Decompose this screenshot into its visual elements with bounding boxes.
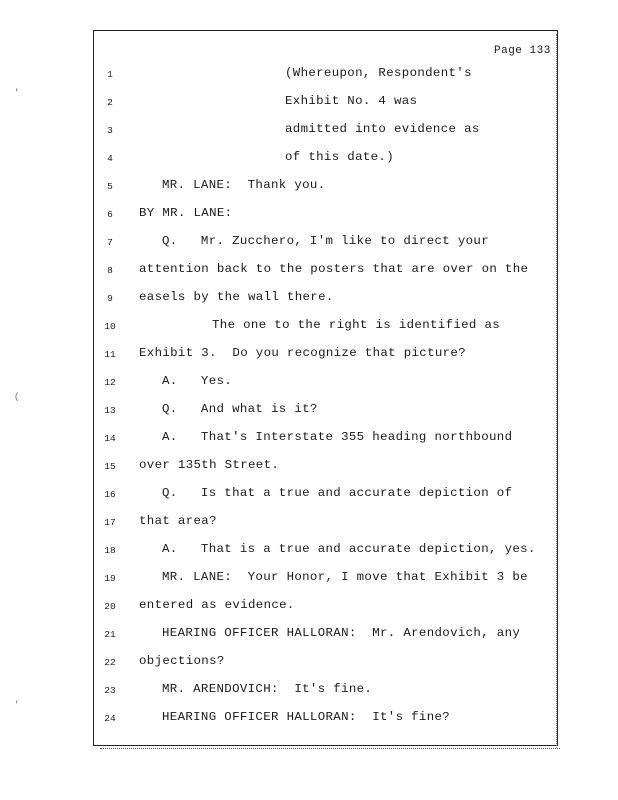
line-number: 11 xyxy=(104,349,116,360)
line-number: 22 xyxy=(104,657,116,668)
transcript-line xyxy=(0,626,618,646)
line-text: MR. LANE: Thank you. xyxy=(162,178,326,192)
line-number: 13 xyxy=(104,405,116,416)
line-number: 9 xyxy=(107,293,113,304)
line-number: 7 xyxy=(107,237,113,248)
line-number: 15 xyxy=(104,461,116,472)
line-number: 1 xyxy=(107,69,113,80)
line-text: of this date.) xyxy=(285,150,394,164)
line-text: Q. Mr. Zucchero, I'm like to direct your xyxy=(162,234,489,248)
line-text: attention back to the posters that are over on the xyxy=(139,262,529,276)
line-number: 19 xyxy=(104,573,116,584)
transcript-line xyxy=(0,514,618,534)
line-text: that area? xyxy=(139,514,217,528)
line-text: Q. And what is it? xyxy=(162,402,318,416)
transcript-line xyxy=(0,682,618,702)
transcript-line xyxy=(0,150,618,170)
line-number: 12 xyxy=(104,377,116,388)
line-text: MR. ARENDOVICH: It's fine. xyxy=(162,682,373,696)
line-text: easels by the wall there. xyxy=(139,290,334,304)
transcript-line xyxy=(0,262,618,282)
line-text: Exhibit 3. Do you recognize that picture? xyxy=(139,346,466,360)
line-number: 4 xyxy=(107,153,113,164)
scan-speck: ( xyxy=(14,392,20,402)
transcript-line xyxy=(0,598,618,618)
transcript-line xyxy=(0,570,618,590)
transcript-line xyxy=(0,318,618,338)
line-number: 21 xyxy=(104,629,116,640)
scan-speck: ' xyxy=(14,88,20,98)
transcript-line xyxy=(0,458,618,478)
line-text: A. That is a true and accurate depiction, yes. xyxy=(162,542,536,556)
transcript-line xyxy=(0,346,618,366)
transcript-line xyxy=(0,374,618,394)
transcript-line xyxy=(0,654,618,674)
line-number: 24 xyxy=(104,713,116,724)
line-number: 20 xyxy=(104,601,116,612)
line-number: 2 xyxy=(107,97,113,108)
line-text: BY MR. LANE: xyxy=(139,206,233,220)
line-number: 10 xyxy=(104,321,116,332)
scan-bottom-edge xyxy=(100,748,560,751)
line-text: over 135th Street. xyxy=(139,458,280,472)
transcript-line xyxy=(0,206,618,226)
line-text: Exhibit No. 4 was xyxy=(285,94,418,108)
line-text: HEARING OFFICER HALLORAN: It's fine? xyxy=(162,710,451,724)
transcript-line xyxy=(0,542,618,562)
line-number: 3 xyxy=(107,125,113,136)
line-text: (Whereupon, Respondent's xyxy=(285,66,472,80)
transcript-line xyxy=(0,290,618,310)
transcript-line xyxy=(0,66,618,86)
line-number: 23 xyxy=(104,685,116,696)
line-text: admitted into evidence as xyxy=(285,122,480,136)
line-text: MR. LANE: Your Honor, I move that Exhibit 3 be xyxy=(162,570,528,584)
transcript-line xyxy=(0,122,618,142)
line-number: 17 xyxy=(104,517,116,528)
transcript-line xyxy=(0,234,618,254)
transcript-line xyxy=(0,402,618,422)
transcript-line xyxy=(0,430,618,450)
line-number: 5 xyxy=(107,181,113,192)
transcript-line xyxy=(0,178,618,198)
line-number: 8 xyxy=(107,265,113,276)
page-number: Page 133 xyxy=(494,45,551,57)
transcript-line xyxy=(0,710,618,730)
line-number: 16 xyxy=(104,489,116,500)
line-text: The one to the right is identified as xyxy=(212,318,501,332)
line-text: objections? xyxy=(139,654,225,668)
line-text: entered as evidence. xyxy=(139,598,295,612)
scan-speck: ' xyxy=(14,700,20,710)
line-text: HEARING OFFICER HALLORAN: Mr. Arendovich, any xyxy=(162,626,521,640)
line-number: 14 xyxy=(104,433,116,444)
transcript-line xyxy=(0,486,618,506)
line-number: 6 xyxy=(107,209,113,220)
line-text: Q. Is that a true and accurate depiction of xyxy=(162,486,513,500)
line-text: A. That's Interstate 355 heading northbound xyxy=(162,430,513,444)
line-number: 18 xyxy=(104,545,116,556)
line-text: A. Yes. xyxy=(162,374,233,388)
transcript-line xyxy=(0,94,618,114)
